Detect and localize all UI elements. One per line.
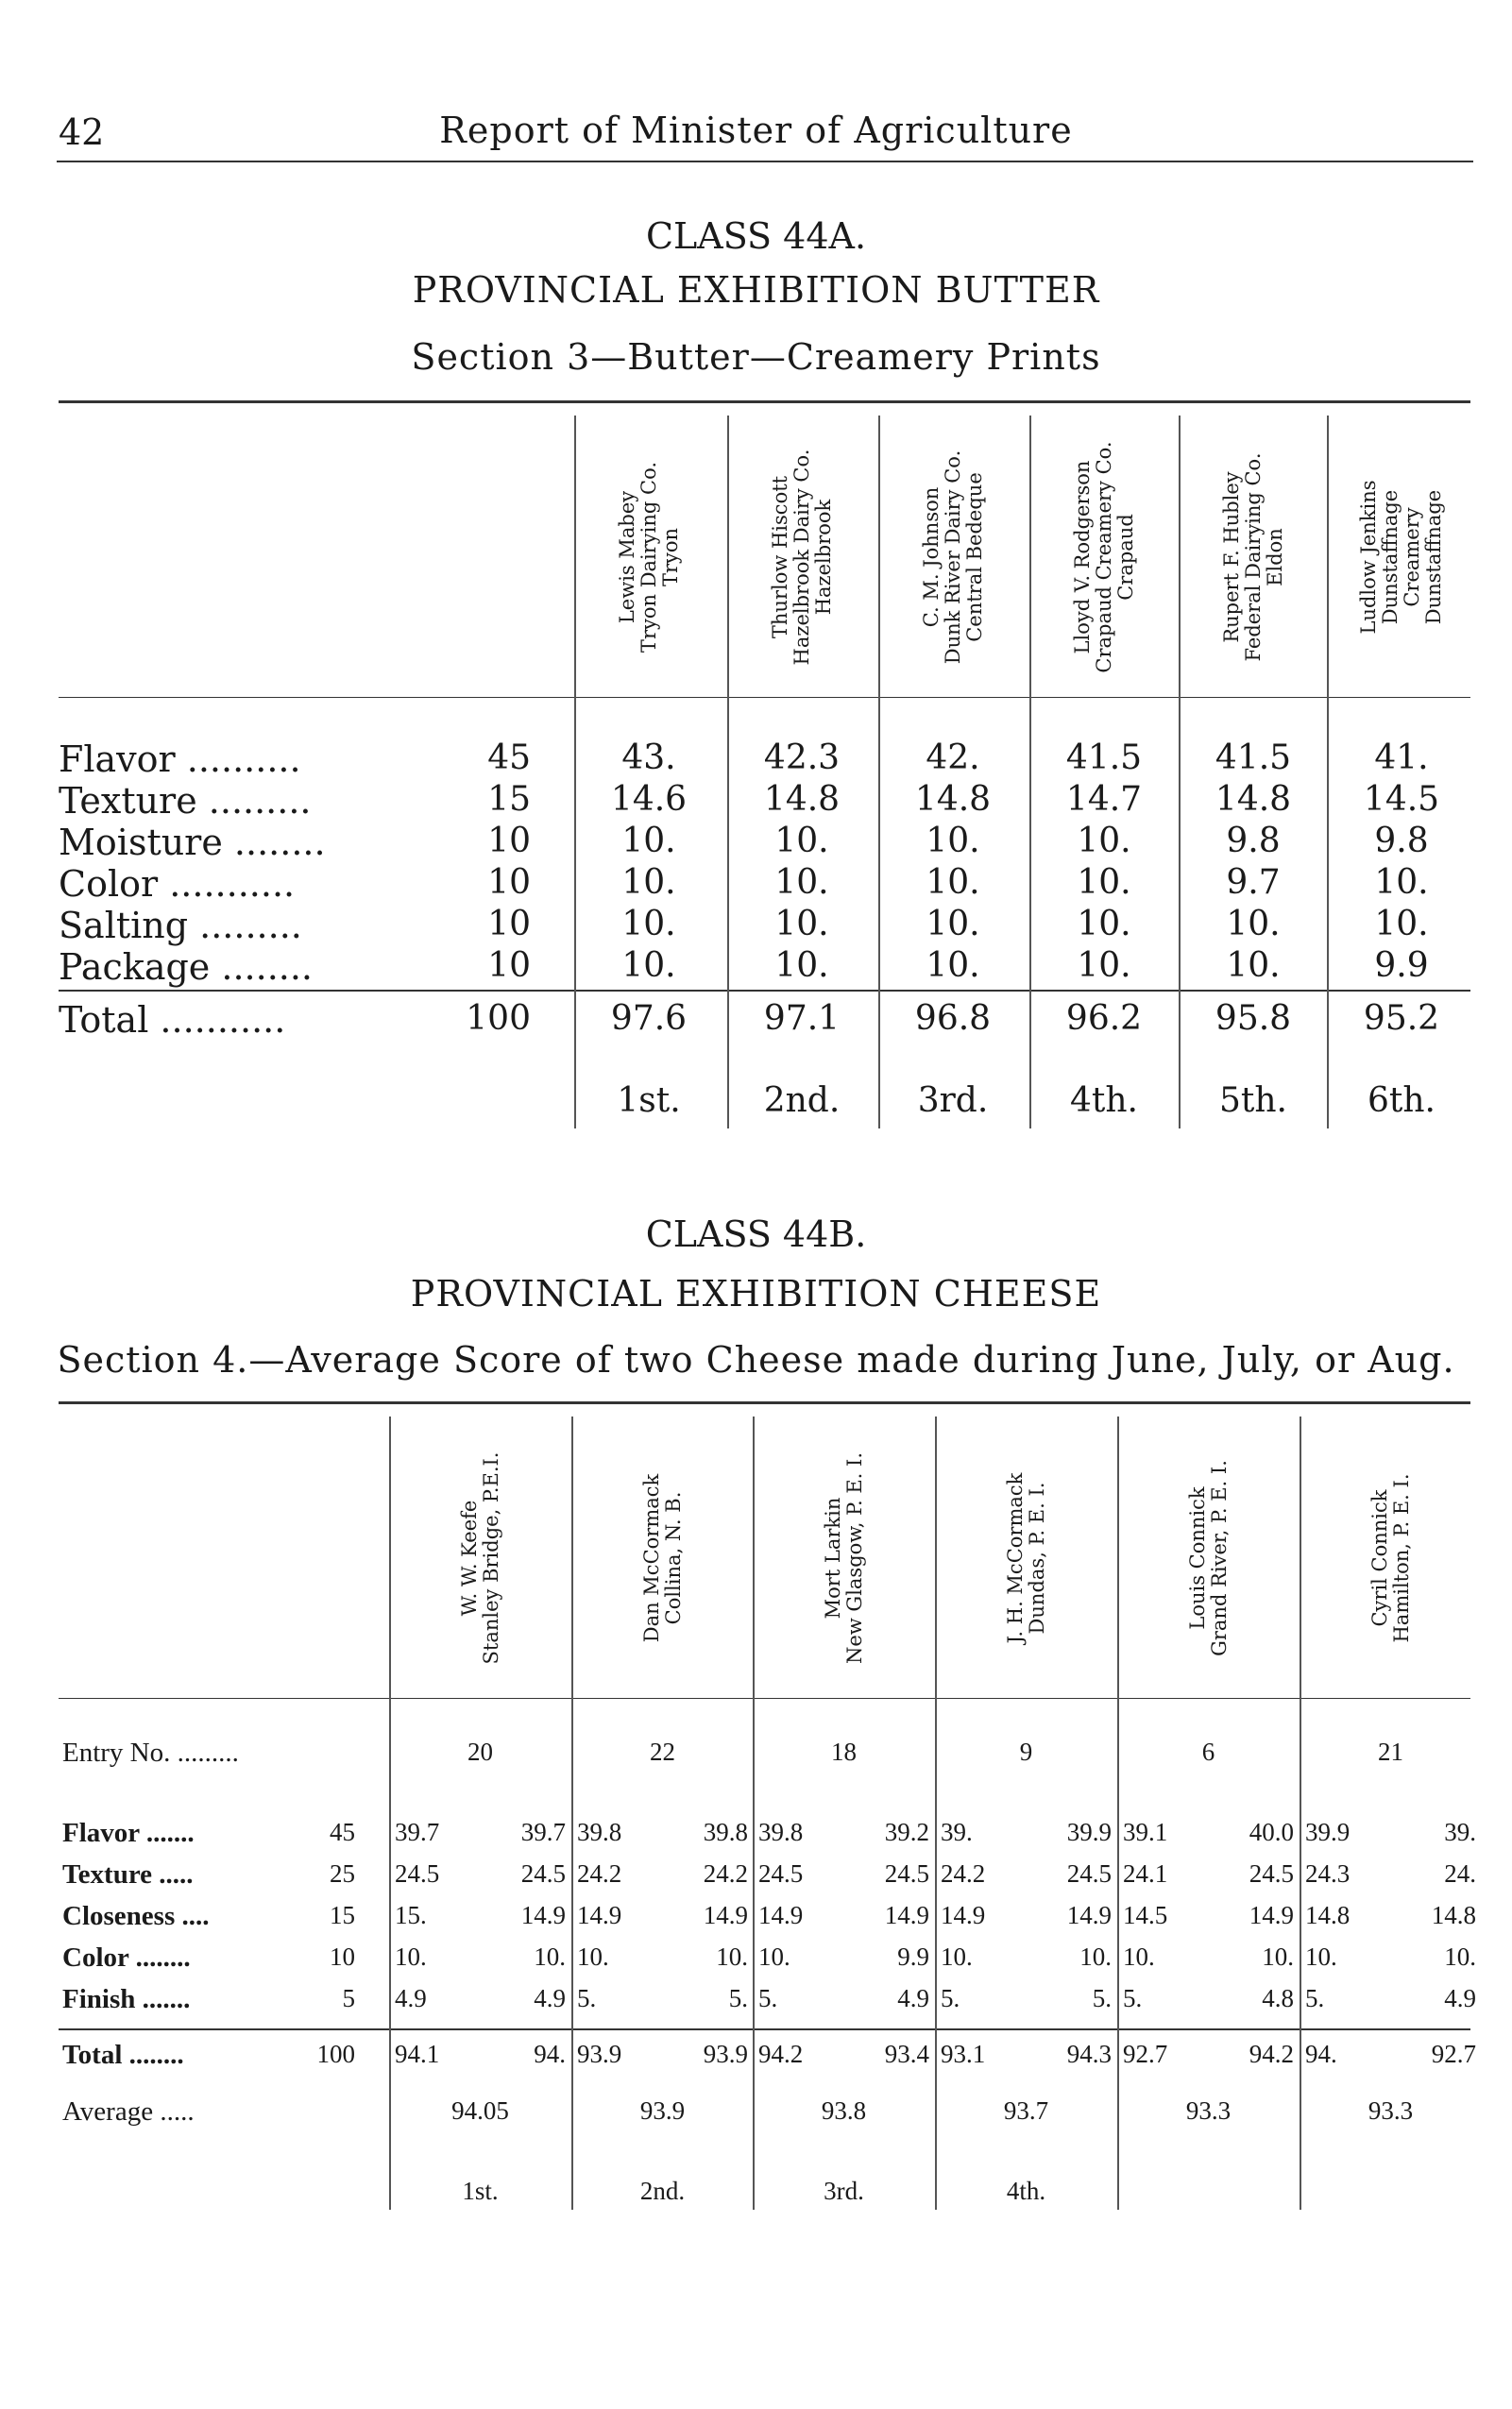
butter-exhibitor-header [1033, 420, 1175, 694]
butter-score: 14.8 [763, 780, 841, 819]
cheese-score-b: 10. [1444, 1942, 1476, 1971]
butter-total-score: 95.8 [1215, 999, 1292, 1038]
butter-exhibitor-line: Hazelbrook [811, 499, 835, 616]
butter-col-divider [574, 416, 576, 1128]
cheese-entry-number: 20 [467, 1738, 493, 1766]
butter-score: 10. [1374, 905, 1429, 943]
cheese-exhibitor-header [979, 1421, 1074, 1695]
butter-exhibitor-header [1182, 420, 1324, 694]
cheese-score-b: 14.9 [1249, 1901, 1294, 1929]
cheese-exhibitor-line: J. H. McCormack [1003, 1472, 1027, 1644]
cheese-total-a: 92.7 [1123, 2040, 1168, 2068]
cheese-score-a: 24.5 [758, 1859, 804, 1888]
cheese-score-b: 10. [716, 1942, 748, 1971]
cheese-col-divider [571, 1417, 573, 2210]
cheese-score-a: 24.2 [941, 1859, 986, 1888]
butter-title: PROVINCIAL EXHIBITION BUTTER [412, 269, 1100, 311]
cheese-entry-label: Entry No. ......... [62, 1738, 239, 1768]
cheese-row-max: 10 [330, 1942, 355, 1971]
cheese-score-a: 39.8 [758, 1818, 804, 1846]
butter-col-divider [1029, 416, 1031, 1128]
butter-exhibitor-header [1331, 420, 1472, 694]
cheese-score-a: 24.2 [577, 1859, 622, 1888]
cheese-total-a: 94.1 [395, 2040, 440, 2068]
cheese-score-b: 4.8 [1262, 1984, 1294, 2012]
butter-row-max: 45 [487, 738, 531, 777]
cheese-entry-number: 18 [831, 1738, 857, 1766]
cheese-score-b: 4.9 [897, 1984, 929, 2012]
butter-row-label: Texture ......... [59, 780, 312, 822]
butter-exhibitor-header [578, 420, 720, 694]
butter-total-score: 97.1 [763, 999, 841, 1038]
butter-exhibitor-header [731, 420, 873, 694]
cheese-header-rule [59, 1698, 1470, 1699]
butter-exhibitor-line: Ludlow Jenkins [1357, 480, 1380, 635]
cheese-score-a: 10. [758, 1942, 790, 1971]
butter-score: 41.5 [1065, 738, 1143, 777]
cheese-exhibitor-header [1344, 1421, 1438, 1695]
butter-score: 41. [1374, 738, 1429, 777]
butter-exhibitor-line: Eldon [1263, 528, 1286, 586]
butter-score: 10. [621, 946, 676, 985]
cheese-exhibitor-line: New Glasgow, P. E. I. [842, 1451, 866, 1665]
butter-score: 10. [1077, 863, 1131, 902]
header-rule [57, 161, 1473, 162]
cheese-class-label: CLASS 44B. [645, 1213, 867, 1255]
butter-row-label: Moisture ........ [59, 822, 326, 863]
butter-class-label: CLASS 44A. [645, 215, 867, 257]
cheese-col-divider [753, 1417, 755, 2210]
butter-exhibitor-line: Dunstaffnage [1422, 489, 1445, 625]
butter-score: 9.9 [1374, 946, 1429, 985]
cheese-total-a: 94.2 [758, 2040, 804, 2068]
cheese-total-label: Total ........ [62, 2040, 184, 2070]
cheese-average: 93.8 [821, 2096, 867, 2125]
butter-score: 10. [1374, 863, 1429, 902]
butter-score: 14.8 [914, 780, 992, 819]
cheese-top-rule [59, 1401, 1470, 1404]
cheese-score-b: 14.9 [1066, 1901, 1112, 1929]
cheese-score-b: 24.5 [1066, 1859, 1112, 1888]
butter-exhibitor-line: Tryon [658, 527, 682, 587]
butter-exhibitor-line: Rupert F. Hubley [1219, 471, 1243, 643]
cheese-score-b: 9.9 [897, 1942, 929, 1971]
cheese-score-a: 5. [577, 1984, 597, 2012]
cheese-score-a: 39.9 [1305, 1818, 1351, 1846]
butter-total-score: 95.2 [1363, 999, 1440, 1038]
cheese-exhibitor-line: Hamilton, P. E. I. [1389, 1473, 1413, 1643]
cheese-score-a: 14.5 [1123, 1901, 1168, 1929]
butter-score: 10. [621, 863, 676, 902]
butter-score: 10. [774, 863, 829, 902]
cheese-entry-number: 9 [1019, 1738, 1033, 1766]
cheese-score-a: 5. [1305, 1984, 1325, 2012]
butter-score: 10. [926, 822, 980, 860]
butter-exhibitor-line: Thurlow Hiscott [768, 475, 791, 639]
cheese-score-a: 10. [395, 1942, 427, 1971]
cheese-exhibitor-header [1162, 1421, 1256, 1695]
butter-exhibitor-line: Lewis Mabey [615, 490, 638, 624]
butter-score: 10. [926, 863, 980, 902]
cheese-exhibitor-header [797, 1421, 892, 1695]
cheese-score-b: 4.9 [534, 1984, 566, 2012]
butter-row-max: 15 [487, 780, 531, 819]
butter-score: 10. [1226, 946, 1281, 985]
butter-score: 9.8 [1374, 822, 1429, 860]
butter-exhibitor-line: Dunk River Dairy Co. [941, 450, 964, 665]
cheese-entry-number: 22 [650, 1738, 675, 1766]
butter-row-max: 10 [487, 822, 531, 860]
butter-row-label: Salting ......... [59, 905, 302, 946]
cheese-exhibitor-line: Dundas, P. E. I. [1025, 1482, 1048, 1635]
cheese-total-b: 93.9 [703, 2040, 748, 2068]
butter-top-rule [59, 400, 1470, 403]
butter-exhibitor-line: Crapaud [1113, 514, 1137, 601]
cheese-score-a: 14.9 [941, 1901, 986, 1929]
cheese-score-a: 39.1 [1123, 1818, 1168, 1846]
cheese-score-b: 39.8 [703, 1818, 748, 1846]
butter-row-max: 10 [487, 905, 531, 943]
butter-score: 10. [926, 946, 980, 985]
cheese-average-label: Average ..... [62, 2096, 195, 2127]
cheese-total-b: 92.7 [1431, 2040, 1476, 2068]
cheese-score-b: 10. [1262, 1942, 1294, 1971]
butter-score: 14.7 [1065, 780, 1143, 819]
butter-score: 10. [774, 905, 829, 943]
butter-score: 14.8 [1215, 780, 1292, 819]
butter-placing: 3rd. [917, 1081, 989, 1120]
butter-exhibitor-header [882, 420, 1024, 694]
cheese-score-a: 24.3 [1305, 1859, 1351, 1888]
butter-score: 10. [1077, 822, 1131, 860]
cheese-score-b: 24.5 [884, 1859, 929, 1888]
butter-total-score: 97.6 [610, 999, 688, 1038]
cheese-exhibitor-line: Cyril Connick [1368, 1489, 1391, 1627]
cheese-placing: 2nd. [639, 2177, 686, 2205]
butter-score: 10. [774, 822, 829, 860]
cheese-entry-number: 6 [1201, 1738, 1215, 1766]
butter-exhibitor-line: C. M. Johnson [919, 486, 943, 628]
butter-placing: 2nd. [763, 1081, 841, 1120]
cheese-score-a: 10. [1305, 1942, 1337, 1971]
butter-score: 43. [621, 738, 676, 777]
cheese-exhibitor-line: Dan McCormack [639, 1473, 663, 1643]
page-number: 42 [59, 111, 105, 153]
cheese-placing: 1st. [462, 2177, 499, 2205]
cheese-score-a: 39. [941, 1818, 973, 1846]
cheese-exhibitor-line: Mort Larkin [821, 1497, 844, 1620]
cheese-score-b: 39.7 [520, 1818, 566, 1846]
cheese-total-a: 93.9 [577, 2040, 622, 2068]
cheese-score-b: 24.5 [1249, 1859, 1294, 1888]
cheese-exhibitor-header [433, 1421, 528, 1695]
cheese-average: 94.05 [451, 2096, 509, 2125]
cheese-placing: 4th. [1006, 2177, 1046, 2205]
cheese-total-b: 94.3 [1066, 2040, 1112, 2068]
cheese-score-a: 14.9 [577, 1901, 622, 1929]
cheese-score-a: 10. [941, 1942, 973, 1971]
cheese-score-b: 10. [1079, 1942, 1112, 1971]
butter-placing: 5th. [1219, 1081, 1287, 1120]
cheese-score-b: 4.9 [1444, 1984, 1476, 2012]
butter-col-divider [1179, 416, 1181, 1128]
cheese-exhibitor-line: Grand River, P. E. I. [1207, 1460, 1231, 1656]
cheese-score-a: 5. [1123, 1984, 1143, 2012]
cheese-score-a: 10. [577, 1942, 609, 1971]
cheese-score-a: 15. [395, 1901, 427, 1929]
cheese-row-label: Color ........ [62, 1942, 191, 1973]
cheese-score-b: 40.0 [1249, 1818, 1294, 1846]
cheese-row-max: 25 [330, 1859, 355, 1888]
butter-exhibitor-line: Tryon Dairying Co. [637, 461, 660, 653]
butter-score: 9.7 [1226, 863, 1281, 902]
cheese-score-b: 24. [1444, 1859, 1476, 1888]
cheese-exhibitor-line: Louis Connick [1185, 1486, 1209, 1630]
butter-score: 42. [926, 738, 980, 777]
butter-placing: 1st. [617, 1081, 681, 1120]
cheese-score-a: 14.9 [758, 1901, 804, 1929]
butter-exhibitor-line: Dunstaffnage [1379, 489, 1402, 625]
butter-total-rule [59, 990, 1470, 992]
cheese-row-label: Finish ....... [62, 1984, 191, 2014]
cheese-row-label: Texture ..... [62, 1859, 194, 1890]
butter-score: 14.5 [1363, 780, 1440, 819]
cheese-score-a: 5. [941, 1984, 960, 2012]
butter-score: 10. [1077, 946, 1131, 985]
butter-row-label: Package ........ [59, 946, 314, 988]
cheese-score-a: 4.9 [395, 1984, 427, 2012]
cheese-col-divider [1117, 1417, 1119, 2210]
cheese-score-b: 39. [1444, 1818, 1476, 1846]
butter-exhibitor-line: Federal Dairying Co. [1241, 452, 1265, 662]
cheese-average: 93.3 [1368, 2096, 1414, 2125]
butter-row-max: 10 [487, 946, 531, 985]
butter-exhibitor-line: Central Bedeque [962, 472, 986, 642]
butter-section: Section 3—Butter—Creamery Prints [411, 336, 1101, 378]
butter-score: 10. [621, 822, 676, 860]
butter-placing: 4th. [1070, 1081, 1138, 1120]
cheese-score-a: 5. [758, 1984, 778, 2012]
butter-score: 10. [621, 905, 676, 943]
cheese-entry-number: 21 [1378, 1738, 1403, 1766]
butter-exhibitor-line: Hazelbrook Dairy Co. [790, 449, 813, 666]
cheese-score-b: 14.9 [884, 1901, 929, 1929]
cheese-row-label: Flavor ....... [62, 1818, 195, 1848]
butter-score: 14.6 [610, 780, 688, 819]
cheese-exhibitor-line: Collina, N. B. [661, 1491, 685, 1625]
cheese-score-a: 14.8 [1305, 1901, 1351, 1929]
butter-total-score: 96.2 [1065, 999, 1143, 1038]
butter-col-divider [878, 416, 880, 1128]
cheese-exhibitor-line: Stanley Bridge, P.E.I. [479, 1451, 502, 1665]
cheese-score-b: 39.9 [1066, 1818, 1112, 1846]
cheese-average: 93.9 [639, 2096, 686, 2125]
cheese-score-b: 5. [728, 1984, 748, 2012]
butter-score: 10. [1226, 905, 1281, 943]
cheese-score-b: 24.5 [520, 1859, 566, 1888]
cheese-score-b: 14.9 [520, 1901, 566, 1929]
butter-exhibitor-line: Creamery [1401, 507, 1423, 607]
cheese-row-label: Closeness .... [62, 1901, 210, 1931]
cheese-col-divider [389, 1417, 391, 2210]
cheese-score-b: 5. [1092, 1984, 1112, 2012]
running-title: Report of Minister of Agriculture [439, 110, 1073, 151]
cheese-total-b: 94. [534, 2040, 566, 2068]
butter-total-max: 100 [466, 999, 531, 1038]
butter-exhibitor-line: Crapaud Creamery Co. [1092, 441, 1115, 673]
cheese-score-a: 24.5 [395, 1859, 440, 1888]
butter-row-max: 10 [487, 863, 531, 902]
cheese-score-b: 39.2 [884, 1818, 929, 1846]
cheese-total-max: 100 [316, 2040, 355, 2068]
butter-header-rule [59, 697, 1470, 698]
butter-placing: 6th. [1368, 1081, 1436, 1120]
cheese-placing: 3rd. [824, 2177, 864, 2205]
butter-score: 9.8 [1226, 822, 1281, 860]
cheese-exhibitor-line: W. W. Keefe [457, 1500, 481, 1617]
cheese-total-b: 93.4 [884, 2040, 929, 2068]
cheese-total-rule [59, 2028, 1470, 2030]
cheese-score-b: 10. [534, 1942, 566, 1971]
cheese-total-b: 94.2 [1249, 2040, 1294, 2068]
cheese-score-b: 14.9 [703, 1901, 748, 1929]
cheese-score-a: 39.7 [395, 1818, 440, 1846]
butter-score: 10. [926, 905, 980, 943]
butter-col-divider [727, 416, 729, 1128]
cheese-exhibitor-header [616, 1421, 710, 1695]
cheese-row-max: 5 [342, 1984, 355, 2012]
cheese-title: PROVINCIAL EXHIBITION CHEESE [410, 1273, 1102, 1315]
butter-col-divider [1327, 416, 1329, 1128]
cheese-average: 93.3 [1185, 2096, 1232, 2125]
cheese-total-a: 94. [1305, 2040, 1337, 2068]
butter-total-score: 96.8 [914, 999, 992, 1038]
cheese-score-b: 14.8 [1431, 1901, 1476, 1929]
butter-score: 41.5 [1215, 738, 1292, 777]
butter-total-label: Total ........... [59, 999, 286, 1041]
cheese-score-a: 24.1 [1123, 1859, 1168, 1888]
butter-score: 10. [774, 946, 829, 985]
butter-row-label: Flavor .......... [59, 738, 301, 780]
cheese-row-max: 15 [330, 1901, 355, 1929]
cheese-col-divider [935, 1417, 937, 2210]
cheese-score-a: 39.8 [577, 1818, 622, 1846]
cheese-row-max: 45 [330, 1818, 355, 1846]
butter-row-label: Color ........... [59, 863, 296, 905]
cheese-score-b: 24.2 [703, 1859, 748, 1888]
butter-score: 10. [1077, 905, 1131, 943]
cheese-total-a: 93.1 [941, 2040, 986, 2068]
cheese-col-divider [1300, 1417, 1301, 2210]
butter-exhibitor-line: Lloyd V. Rodgerson [1070, 460, 1094, 654]
cheese-score-a: 10. [1123, 1942, 1155, 1971]
cheese-average: 93.7 [1003, 2096, 1049, 2125]
butter-score: 42.3 [763, 738, 841, 777]
cheese-section: Section 4.—Average Score of two Cheese made during June, July, or Aug. [57, 1339, 1455, 1381]
